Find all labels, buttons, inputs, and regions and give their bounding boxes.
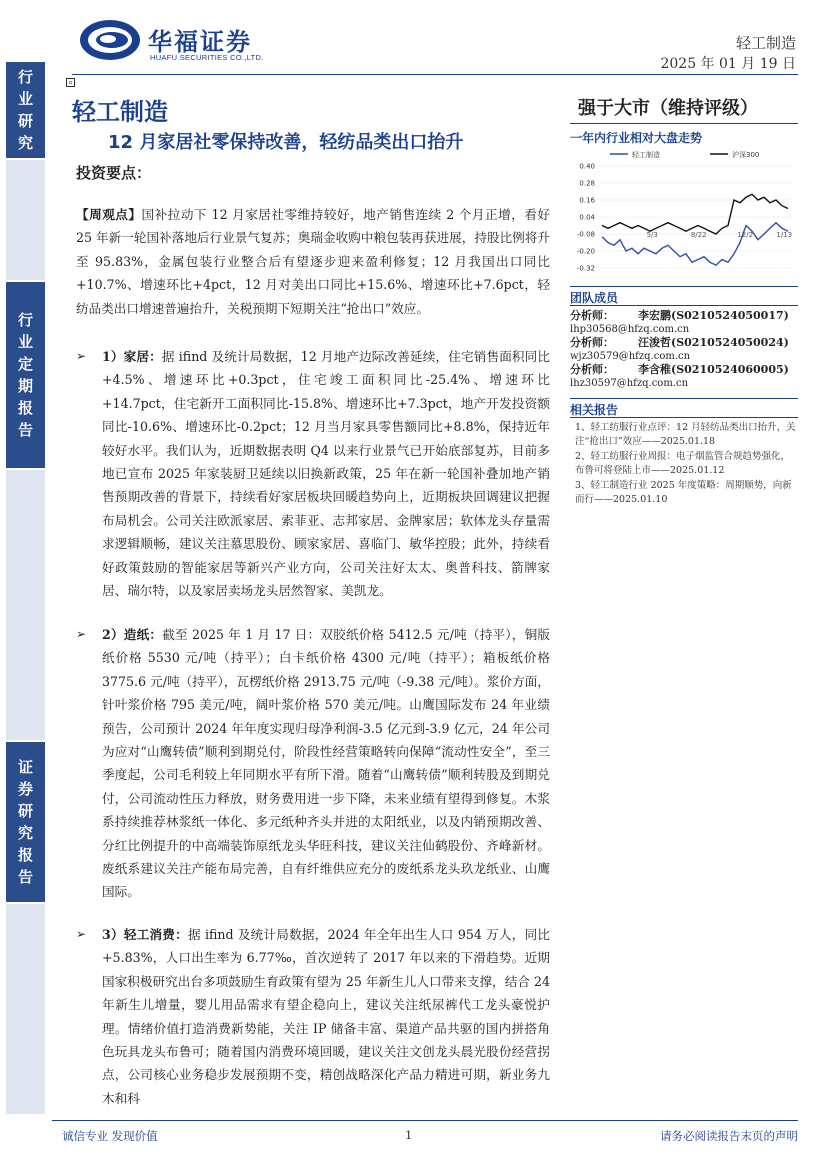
chart-title: 一年内行业相对大盘走势: [570, 131, 703, 145]
relative-performance-chart: [570, 146, 798, 278]
sidebar-block-industry-research: [6, 62, 45, 158]
analyst-label: 分析师：: [570, 309, 614, 322]
weekly-view: [76, 203, 550, 320]
rating: 强于大市（维持评级）: [578, 98, 758, 119]
section-consumer: [102, 923, 550, 1110]
report-subtitle: 12 月家居社零保持改善，轻纺品类出口抬升: [108, 132, 464, 153]
footer-divider: [52, 1120, 798, 1121]
report-title: 轻工制造: [72, 98, 168, 126]
team-divider: [570, 286, 798, 287]
y-tick-label: 0.16: [579, 196, 595, 205]
analyst-3: [570, 363, 798, 391]
related-divider: [570, 398, 798, 399]
sidebar-spacer: [6, 904, 45, 1114]
series-line-light-industry: [602, 223, 788, 266]
y-tick-label: -0.08: [576, 230, 595, 239]
x-tick-label: 5/3: [646, 231, 658, 239]
section-text: 据 ifind 及统计局数据，2024 年全年出生人口 954 万人，同比+5.83%，人口出生率为 6.77‰，首次逆转了 2017 年以来的下滑趋势。近期国家积极研究出台多项鼓励生育政策有望为 25 年新生儿人口带来支撑，结合 24 年新生儿增量，婴儿用品需求有望企稳向上，建议关注纸尿裤代工龙头豪悦护理。情绪价值打造消费新势能，关注 IP 储备丰富、渠道产品共驱的国内拼搭角色玩具龙头布鲁可；随着国内消费环境回暖，建议关注文创龙头晨光股份经营拐点，公司核心业务稳步发展预期不变，精创战略深化产品力精进可期，新业务九木和科: [102, 927, 550, 1106]
key-points-heading: 投资要点：: [76, 164, 152, 182]
report-date: 2025 年 01 月 19 日: [660, 56, 796, 72]
legend-label: 沪深300: [732, 151, 760, 159]
page-number: 1: [405, 1128, 413, 1142]
sidebar-label: 证券研究报告: [17, 758, 33, 886]
analyst-email[interactable]: lhp30568@hfzq.com.cn: [570, 324, 690, 335]
related-report-item[interactable]: 1、轻工纺服行业点评：12 月轻纺品类出口抬升，关注“抢出口”效应——2025.01.18: [575, 422, 796, 447]
header-divider: [72, 74, 798, 75]
x-tick-label: 8/22: [690, 231, 707, 239]
footer-disclaimer: 请务必阅读报告末页的声明: [660, 1129, 798, 1143]
x-tick-label: 12/2: [737, 231, 754, 239]
bullet-arrow-icon: ➢: [76, 927, 87, 941]
team-divider-bottom: [570, 305, 798, 306]
footer-slogan: 诚信专业 发现价值: [62, 1129, 158, 1143]
section-text: 据 ifind 及统计局数据，12 月地产边际改善延续，住宅销售面积同比+4.5%、增速环比+0.3pct，住宅竣工面积同比-25.4%、增速环比+14.7pct，住宅新开工面积同比-15.8%、增速环比+7.3pct，地产开发投资额同比-10.6%、增速环比-0.2pct；12 月当月家具零售额同比+8.8%，保持近年较好水平。我们认为，近期数据表明 Q4 以来行业景气已开始底部复苏，目前多地已宣布 2025 年家装厨卫延续以旧换新政策，25 年在新一轮国补叠加地产销售预期改善的背景下，持续看好家居板块回暖趋势向上，近期板块回调建议把握布局机会。公司关注欧派家居、索菲亚、志邦家居、金牌家居；软体龙头存量需求逻辑顺畅，建议关注慕思股份、顾家家居、喜临门、敏华控股；此外，持续看好政策鼓励的智能家居等新兴产业方向，公司关注好太太、奥普科技、箭牌家居、瑞尔特，以及家居卖场龙头居然智家、美凯龙。: [102, 349, 551, 599]
analyst-email[interactable]: lhz30597@hfzq.com.cn: [570, 378, 689, 389]
sidebar-spacer: [6, 160, 45, 280]
y-tick-label: 0.40: [579, 162, 595, 171]
document-mark-icon: ▫: [66, 78, 75, 87]
bullet-arrow-icon: ➢: [76, 627, 87, 641]
analyst-label: 分析师：: [570, 336, 614, 349]
logo-mark-icon: [78, 18, 142, 62]
legend-label: 轻工制造: [632, 151, 660, 159]
header-industry: 轻工制造: [735, 34, 796, 52]
section-label: 2）造纸：: [102, 627, 163, 642]
analyst-email[interactable]: wjz30579@hfzq.com.cn: [570, 351, 691, 362]
y-tick-label: 0.28: [579, 179, 595, 188]
analyst-name: 汪浚哲(S0210524050024): [638, 336, 789, 349]
section-paper: [102, 623, 550, 904]
x-tick-label: 1/13: [776, 231, 793, 239]
logo-english: HUAFU SECURITIES CO.,LTD.: [150, 53, 264, 62]
related-heading: 相关报告: [570, 403, 619, 417]
sidebar-block-securities-research: [6, 742, 45, 902]
logo-name: 华福证券: [148, 28, 252, 56]
section-label: 1）家居：: [102, 349, 162, 364]
related-report-item[interactable]: 3、轻工制造行业 2025 年度策略：周期顺势，向新而行——2025.01.10: [575, 480, 792, 505]
bullet-arrow-icon: ➢: [76, 349, 87, 363]
weekly-view-label: 【周观点】: [76, 207, 142, 222]
series-line-csi300: [602, 194, 788, 234]
sidebar-spacer: [6, 470, 45, 740]
analyst-name: 李含稚(S0210524060005): [638, 363, 789, 376]
analyst-name: 李宏鹏(S0210524050017): [638, 309, 789, 322]
section-label: 3）轻工消费：: [102, 927, 188, 942]
analyst-1: [570, 309, 798, 337]
y-tick-label: -0.20: [576, 247, 595, 256]
related-report-item[interactable]: 2、轻工纺服行业周报：电子烟监管合规趋势强化，布鲁可将登陆上市——2025.01.12: [575, 451, 791, 476]
section-text: 截至 2025 年 1 月 17 日：双胶纸价格 5412.5 元/吨（持平），铜版纸价格 5530 元/吨（持平）；白卡纸价格 4300 元/吨（持平）；箱板纸价格 3775.6 元/吨（持平），瓦楞纸价格 2913.75 元/吨（-9.38 元/吨）。浆价方面，针叶浆价格 795 美元/吨，阔叶浆价格 570 美元/吨。山鹰国际发布 24 年业绩预告，公司预计 2024 年年度实现归母净利润-3.5 亿元到-3.9 亿元，24 年公司为应对“山鹰转债”顺利到期兑付，阶段性经营策略转向保障“流动性安全”，至三季度起，公司毛利较上年同期水平有所下滑。随着“山鹰转债”顺利转股及到期兑付，公司流动性压力释放，财务费用进一步下降，未来业绩有望得到修复。木浆系持续推荐林浆纸一体化、多元纸种齐头并进的太阳纸业，以及内销预期改善、分红比例提升的中高端装饰原纸龙头华旺科技，建议关注仙鹤股份、齐峰新材。废纸系建议关注产能布局完善，自有纤维供应充分的废纸系龙头玖龙纸业、山鹰国际。: [102, 627, 551, 900]
y-tick-label: -0.32: [576, 264, 595, 273]
sidebar-block-periodic-report: [6, 282, 45, 468]
weekly-view-text: 国补拉动下 12 月家居社零维持较好，地产销售连续 2 个月正增，看好 25 年新一轮国补落地后行业景气复苏；奥瑞金收购中粮包装再获进展，持股比例将升至 95.83%，金属包装行业整合后有望逐步迎来盈利修复；12 月我国出口同比+10.7%、增速环比+4pct，12 月对美出口同比+15.6%、增速环比+7.6pct，轻纺品类出口增速普遍抬升，关税预期下短期关注“抢出口”效应。: [76, 207, 551, 316]
sidebar-label: 行业研究: [17, 68, 33, 152]
team-heading: 团队成员: [570, 291, 619, 305]
section-home: [102, 345, 550, 602]
rating-divider: [570, 123, 798, 124]
company-logo: [78, 18, 142, 62]
related-reports-list: [575, 421, 798, 508]
related-divider-bottom: [570, 417, 798, 418]
analyst-2: [570, 336, 798, 364]
y-tick-label: 0.04: [579, 213, 595, 222]
analyst-label: 分析师：: [570, 363, 614, 376]
sidebar-label: 行业定期报告: [17, 311, 33, 439]
